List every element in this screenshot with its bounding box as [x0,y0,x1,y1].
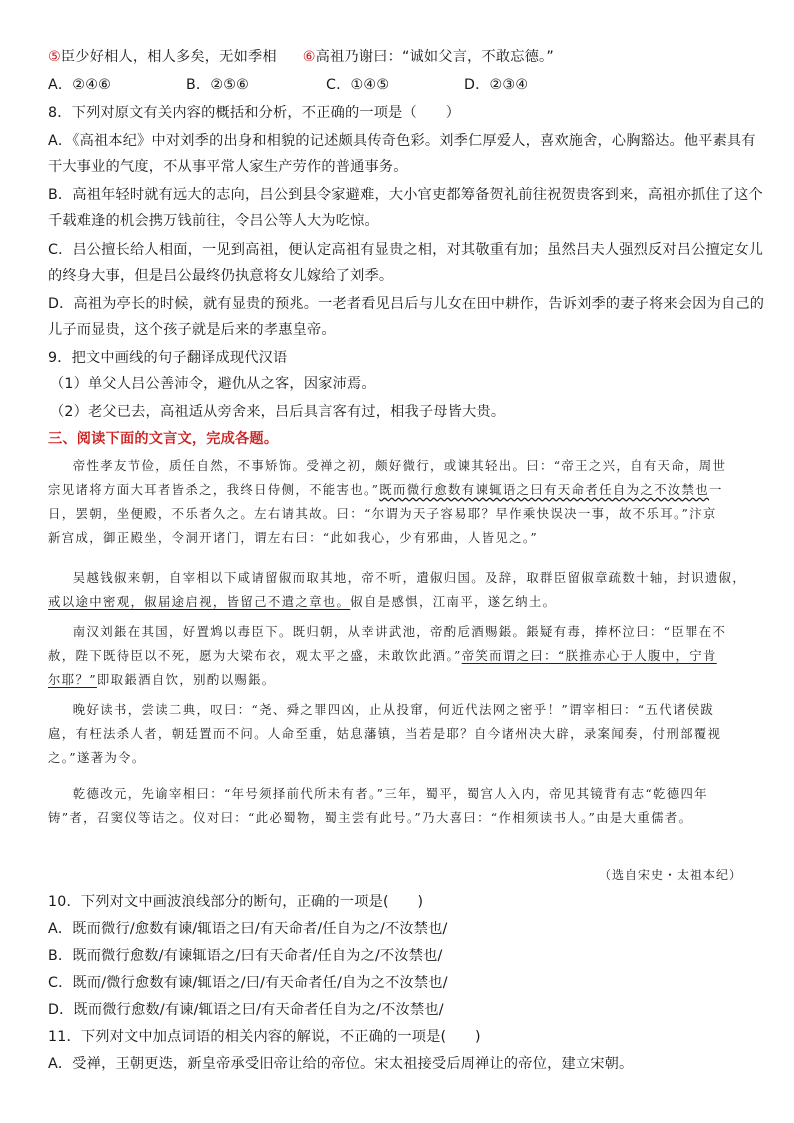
answer-options-q7 [48,75,528,95]
q8-option-b-line2: 千载难逢的机会携万钱前往，令吕公等人大为吃惊。 [48,213,379,229]
passage-paragraph-1 [48,454,748,550]
passage-line [48,644,748,668]
passage-line: 之。”遂著为令。 [48,750,146,765]
passage-line [48,590,748,614]
passage-line [48,668,748,692]
q8-option-d-line2: 儿子而显贵，这个孩子就是后来的孝惠皇帝。 [48,322,336,338]
wavy-underline-text: 既而微行愈数有谏辄语之曰有天命者任自为之不汝禁也 [379,482,710,497]
q10-option-c: C．既而/微行愈数有谏/辄语之/曰/有天命者任/自为之不汝禁也/ [48,975,448,991]
option-a: A．②④⑥ [48,77,112,93]
passage-line: 吴越钱俶来朝，自宰相以下咸请留俶而取其地，帝不听，遣俶归国。及辞，取群臣留俶章疏数十轴，封识遗俶， [72,570,747,585]
item-5: ⑤臣少好相人，相人多矣，无如季相 [48,49,277,65]
passage-paragraph-4 [48,698,748,770]
q11-option-a: A．受禅，王朝更迭，新皇帝承受旧帝让给的帝位。宋太祖接受后周禅让的帝位，建立宋朝。 [48,1056,634,1072]
underlined-sentence: 尔耶？” [48,672,97,687]
passage-line: 日，罢朝，坐便殿，不乐者久之。左右请其故。曰：“尔谓为天子容易耶？早作乘快误决一事，故不乐耳。”汴京 [48,506,717,521]
q8-option-d-line1: D．高祖为亭长的时候，就有显贵的预兆。一老者看见吕后与儿女在田中耕作，告诉刘季的妻子将来会因为自己的 [48,296,765,312]
passage-line: 铸”者，召窦仪等诘之。仪对曰：“此必蜀物，蜀主尝有此号。”乃大喜曰：“作相须读书人。”由是大重儒者。 [48,810,693,825]
option-d: D．②③④ [464,77,529,93]
q8-option-a-line2: 干大事业的气度，不从事平常人家生产劳作的普通事务。 [48,159,408,175]
q9-stem: 9．把文中画线的句子翻译成现代汉语 [48,350,288,366]
q10-option-b: B．既而微行愈数/有谏辄语之/曰有天命者/任自为之/不汝禁也/ [48,948,443,964]
passage-line: 晚好读书，尝读二典，叹曰：“尧、舜之罪四凶，止从投窜，何近代法网之密乎！”谓宰相曰：“五代诸侯跋 [72,702,715,717]
q10-option-a: A．既而微行/愈数有谏/辄语之曰/有天命者/任自为之/不汝禁也/ [48,921,448,937]
q9-sentence-2: （2）老父已去，高祖适从旁舍来，吕后具言客有过，相我子母皆大贵。 [50,404,506,420]
passage-text: 即取鋹酒自饮，别酌以赐鋹。 [96,672,276,687]
passage-line: 帝性孝友节俭，质任自然，不事矫饰。受禅之初，颇好微行，或谏其轻出。曰：“帝王之兴，自有天命，周世 [72,458,727,473]
circled-number: ⑤ [48,49,61,65]
passage-text: 宗见诸将方面大耳者皆杀之，我终日侍侧，不能害也。” [48,482,380,497]
passage-paragraph-2 [48,566,748,614]
underlined-sentence: 戒以途中密观，俶届途启视，皆留己不遣之章也。 [48,594,351,609]
passage-paragraph-3 [48,620,748,692]
passage-line [48,478,748,502]
underlined-sentence: 帝笑而谓之曰：“朕推赤心于人腹中，宁肯 [461,648,717,663]
q10-stem: 10．下列对文中画波浪线部分的断句，正确的一项是( ) [48,894,424,910]
option-c: C．①④⑤ [326,77,390,93]
q8-option-b-line1: B．高祖年轻时就有远大的志向，吕公到县令家避难，大小官吏都筹备贺礼前往祝贺贵客到来，高祖亦抓住了这个 [48,187,763,203]
passage-line: 扈，有枉法杀人者，朝廷置而不问。人命至重，姑息藩镇，当若是耶？自今诸州决大辟，录案闻奏，付刑部覆视 [48,726,722,741]
passage-line: 新宫成，御正殿坐，令洞开诸门，谓左右曰：“此如我心，少有邪曲，人皆见之。” [48,530,539,545]
passage-line: 南汉刘鋹在其国，好置鸩以毒臣下。既归朝，从幸讲武池，帝酌卮酒赐鋹。鋹疑有毒，捧杯泣曰：“臣罪在不 [72,624,727,639]
q8-stem: 8．下列对原文有关内容的概括和分析，不正确的一项是（ ） [48,105,461,121]
circled-number: ⑥ [302,49,316,65]
passage-paragraph-5 [48,782,748,830]
q8-option-c-line1: C．吕公擅长给人相面，一见到高祖，便认定高祖有显贵之相，对其敬重有加；虽然吕夫人强烈反对吕公擅定女儿 [48,242,764,258]
passage-text: 一 [709,482,723,497]
option-b: B．②⑤⑥ [186,77,250,93]
passage-text: 俶自是感惧，江南平，遂乞纳土。 [350,594,557,609]
q8-option-c-line2: 的终身大事，但是吕公最终仍执意将女儿嫁给了刘季。 [48,268,394,284]
section-3-heading: 三、阅读下面的文言文，完成各题。 [48,431,279,447]
q9-sentence-1: （1）单父人吕公善沛令，避仇从之客，因家沛焉。 [50,376,376,392]
passage-line: 乾德改元，先谕宰相曰：“年号须择前代所未有者。”三年，蜀平，蜀宫人入内，帝见其镜背有志“乾德四年 [72,786,708,801]
passage-text: 赦，陛下既待臣以不死，愿为大梁布衣，观太平之盛，未敢饮此酒。” [48,648,462,663]
q8-option-a-line1: A．《高祖本纪》中对刘季的出身和相貌的记述颇具传奇色彩。刘季仁厚爱人，喜欢施舍，心胸豁达。他平素具有 [48,133,756,149]
q11-stem: 11．下列对文中加点词语的相关内容的解说，不正确的一项是( ) [48,1029,481,1045]
option-line-5-6 [48,47,554,67]
item-6: ⑥高祖乃谢曰：“诚如父言，不敢忘德。” [302,49,554,65]
q10-option-d: D．既而微行愈数/有谏/辄语之曰/有天命者任自为之/不汝禁也/ [48,1002,444,1018]
source-citation: （选自宋史・太祖本纪） [598,868,742,882]
